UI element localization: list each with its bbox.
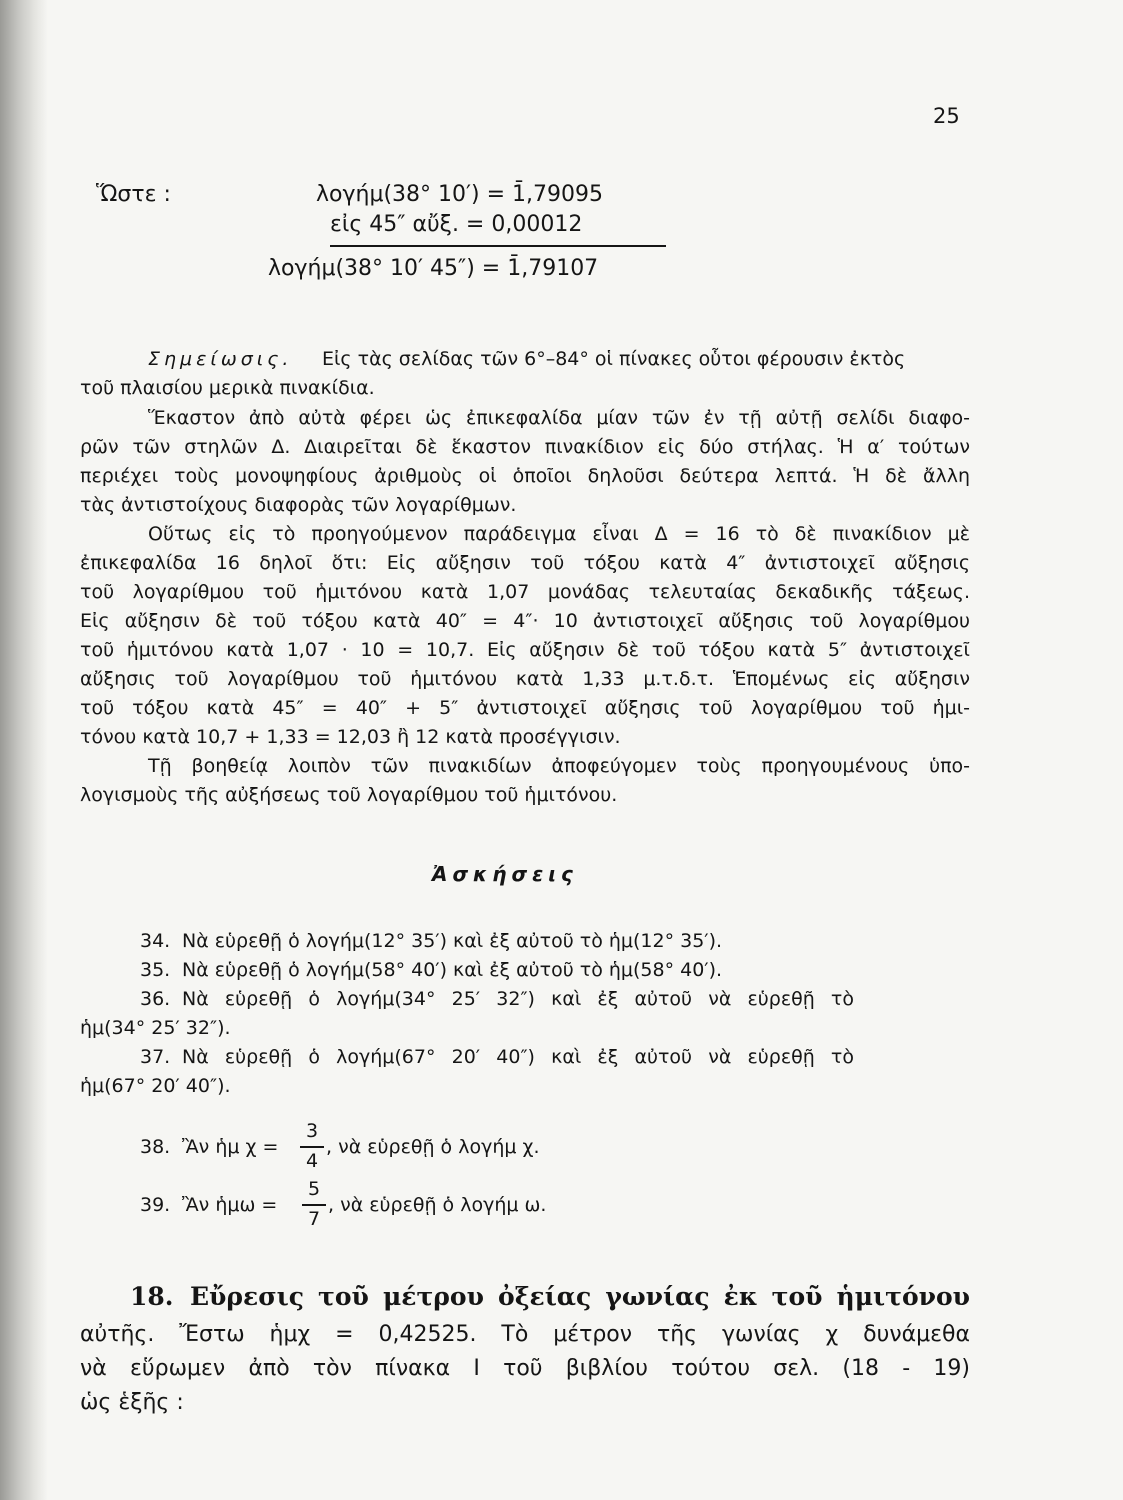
calc-line-2: εἰς 45″ αὔξ. = 0,00012 (330, 212, 583, 237)
note-line-12: τοῦ τόξου κατὰ 45″ = 40″ + 5″ ἀντιστοιχεῖ αὔξησις τοῦ λογαρίθμου τοῦ ἡμι- (80, 697, 970, 719)
exercise-38-denominator: 4 (305, 1150, 319, 1172)
exercise-38-suffix: , νὰ εὑρεθῇ ὁ λογήμ χ. (326, 1136, 540, 1158)
note-line-1: τοῦ πλαισίου μερικὰ πινακίδια. (80, 377, 375, 399)
section-line-0: αὐτῆς. Ἔστω ἡμχ = 0,42525. Τὸ μέτρον τῆς γωνίας χ δυνάμεθα (80, 1322, 970, 1347)
note-line-13: τόνου κατὰ 10,7 + 1,33 = 12,03 ἢ 12 κατὰ προσέγγισιν. (80, 726, 621, 748)
calc-sum-rule (330, 245, 666, 247)
exercises-heading: Ἀσκήσεις (432, 862, 578, 886)
section-number: 18. (130, 1282, 174, 1311)
note-line-3: ρῶν τῶν στηλῶν Δ. Διαιρεῖται δὲ ἕκαστον πινακίδιον εἰς δύο στήλας. Ἡ α′ τούτων (80, 436, 970, 458)
exercise-36-continuation: ἡμ(34° 25′ 32″). (80, 1017, 231, 1039)
exercise-37-number: 37. (140, 1046, 171, 1068)
exercise-36-number: 36. (140, 988, 171, 1010)
exercise-38-prefix: Ἂν ἡμ χ = (182, 1136, 279, 1158)
exercise-35-text: Νὰ εὑρεθῇ ὁ λογήμ(58° 40′) καὶ ἐξ αὐτοῦ τὸ ἡμ(58° 40′). (182, 959, 723, 981)
note-line-5: τὰς ἀντιστοίχους διαφορὰς τῶν λογαρίθμων. (80, 494, 517, 516)
note-line-7: ἐπικεφαλίδα 16 δηλοῖ ὅτι: Εἰς αὔξησιν τοῦ τόξου κατὰ 4″ ἀντιστοιχεῖ αὔξησις (80, 552, 970, 574)
note-line-15: λογισμοὺς τῆς αὐξήσεως τοῦ λογαρίθμου τοῦ ἡμιτόνου. (80, 784, 618, 806)
note-line-4: περιέχει τοὺς μονοψηφίους ἀριθμοὺς οἱ ὁποῖοι δηλοῦσι δεύτερα λεπτά. Ἡ δὲ ἄλλη (80, 465, 970, 487)
note-line-6: Οὕτως εἰς τὸ προηγούμενον παράδειγμα εἶναι Δ = 16 τὸ δὲ πινακίδιον μὲ (148, 523, 970, 545)
calc-label: Ὥστε : (96, 182, 171, 207)
exercise-39-fraction-bar (302, 1204, 326, 1206)
note-heading: Σημείωσις. (148, 348, 293, 370)
exercise-34-text: Νὰ εὑρεθῇ ὁ λογήμ(12° 35′) καὶ ἐξ αὐτοῦ τὸ ἡμ(12° 35′). (182, 930, 723, 952)
note-line-11: αὔξησις τοῦ λογαρίθμου τοῦ ἡμιτόνου κατὰ 1,33 μ.τ.δ.τ. Ἑπομένως εἰς αὔξησιν (80, 668, 970, 690)
section-title: Εὔρεσις τοῦ μέτρου ὀξείας γωνίας ἐκ τοῦ ἡμιτόνου (190, 1282, 970, 1311)
page-number: 25 (933, 104, 960, 128)
exercise-37-text: Νὰ εὑρεθῇ ὁ λογήμ(67° 20′ 40″) καὶ ἐξ αὐτοῦ νὰ εὑρεθῇ τὸ (182, 1046, 854, 1068)
exercise-39-prefix: Ἂν ἡμω = (182, 1194, 278, 1216)
note-line-0: Εἰς τὰς σελίδας τῶν 6°–84° οἱ πίνακες οὗτοι φέρουσιν ἐκτὸς (322, 348, 906, 370)
exercise-38-number: 38. (140, 1136, 171, 1158)
note-line-14: Τῇ βοηθείᾳ λοιπὸν τῶν πινακιδίων ἀποφεύγομεν τοὺς προηγουμένους ὑπο- (148, 755, 970, 777)
note-line-10: τοῦ ἡμιτόνου κατὰ 1,07 · 10 = 10,7. Εἰς αὔξησιν δὲ τοῦ τόξου κατὰ 5″ ἀντιστοιχεῖ (80, 639, 970, 661)
calc-result: λογήμ(38° 10′ 45″) = 1̄,79107 (268, 256, 599, 281)
exercise-35-number: 35. (140, 959, 171, 981)
exercise-39-number: 39. (140, 1194, 171, 1216)
exercise-38-fraction-bar (300, 1146, 324, 1148)
exercise-37-continuation: ἡμ(67° 20′ 40″). (80, 1075, 231, 1097)
exercise-39-numerator: 5 (307, 1178, 321, 1200)
exercise-34-number: 34. (140, 930, 171, 952)
section-line-2: ὡς ἑξῆς : (80, 1390, 184, 1415)
exercise-36-text: Νὰ εὑρεθῇ ὁ λογήμ(34° 25′ 32″) καὶ ἐξ αὐτοῦ νὰ εὑρεθῇ τὸ (182, 988, 854, 1010)
calc-line-1: λογήμ(38° 10′) = 1̄,79095 (316, 182, 603, 207)
section-line-1: νὰ εὕρωμεν ἀπὸ τὸν πίνακα I τοῦ βιβλίου τούτου σελ. (18 - 19) (80, 1356, 970, 1381)
exercise-39-suffix: , νὰ εὑρεθῇ ὁ λογήμ ω. (328, 1194, 547, 1216)
note-line-2: Ἕκαστον ἀπὸ αὐτὰ φέρει ὡς ἐπικεφαλίδα μίαν τῶν ἐν τῇ αὐτῇ σελίδι διαφο- (148, 407, 970, 429)
scan-binding-shadow (0, 0, 48, 1500)
exercise-38-numerator: 3 (305, 1120, 319, 1142)
exercise-39-denominator: 7 (307, 1208, 321, 1230)
note-line-9: Εἰς αὔξησιν δὲ τοῦ τόξου κατὰ 40″ = 4″· 10 ἀντιστοιχεῖ αὔξησις τοῦ λογαρίθμου (80, 610, 970, 632)
note-line-8: τοῦ λογαρίθμου τοῦ ἡμιτόνου κατὰ 1,07 μονάδας τελευταίας δεκαδικῆς τάξεως. (80, 581, 970, 603)
